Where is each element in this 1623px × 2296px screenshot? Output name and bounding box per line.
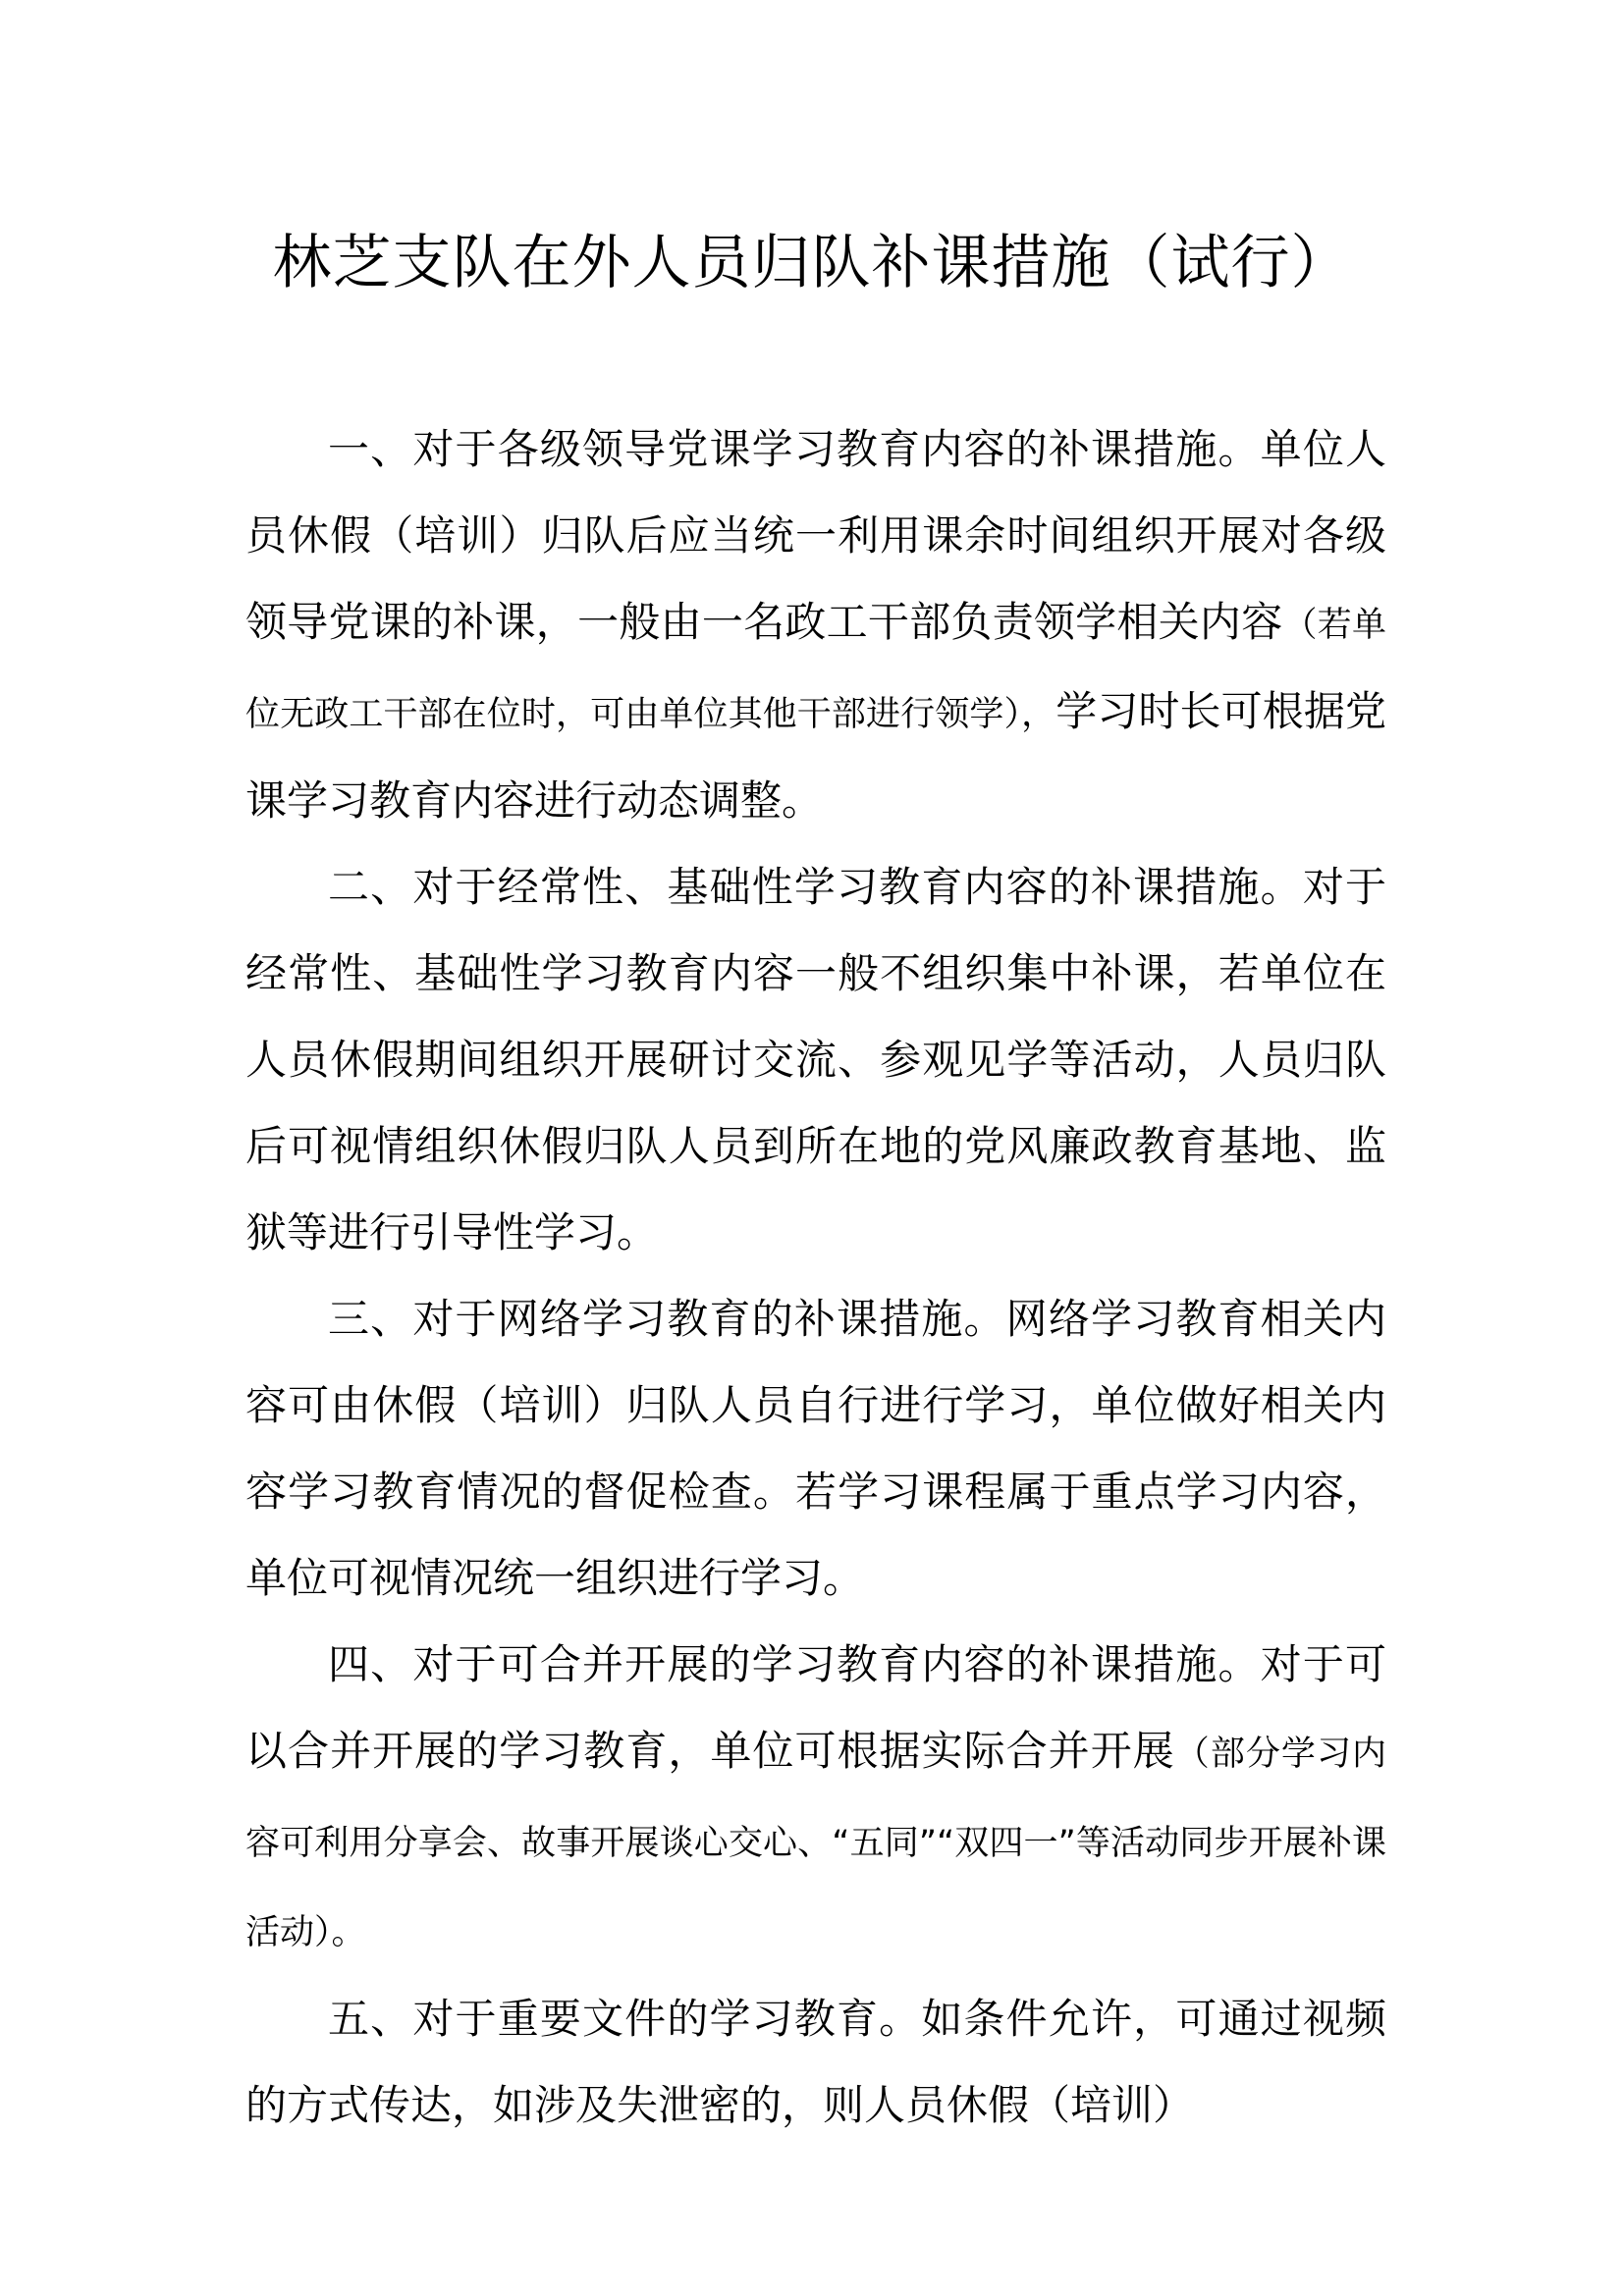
paragraph-1-text: 一、对于各级领导党课学习教育内容的补课措施。单位人员休假（培训）归队后应当统一利用课余时间组织开展对各级领导党课的补课，一般由一名政工干部负责领学相关内容: [245, 425, 1386, 646]
document-body: [245, 406, 1386, 2149]
paragraph-1-note: （若单位无政工干部在位时，可由单位其他干部进行领学），: [245, 606, 1386, 734]
paragraph-4-text: 四、对于可合并开展的学习教育内容的补课措施。对于可以合并开展的学习教育，单位可根据实际合并开展: [245, 1640, 1386, 1775]
paragraph-2: [245, 844, 1386, 1276]
paragraph-4: [245, 1622, 1386, 1976]
paragraph-5: [245, 1976, 1386, 2149]
paragraph-4-note: （部分学习内容可利用分享会、故事开展谈心交心、“五同”“双四一”等活动同步开展补课活动）。: [245, 1735, 1386, 1952]
paragraph-3: [245, 1276, 1386, 1622]
paragraph-5-text: 五、对于重要文件的学习教育。如条件允许，可通过视频的方式传达，如涉及失泄密的，则人员休假（培训）: [245, 1995, 1386, 2129]
document-title: 林芝支队在外人员归队补课措施（试行）: [272, 229, 1351, 297]
paragraph-1-tail: 学习时长可根据党课学习教育内容进行动态调整。: [245, 687, 1386, 825]
paragraph-3-text: 三、对于网络学习教育的补课措施。网络学习教育相关内容可由休假（培训）归队人员自行进行学习，单位做好相关内容学习教育情况的督促检查。若学习课程属于重点学习内容，单位可视情况统一组织进行学习。: [245, 1295, 1386, 1602]
paragraph-1: [245, 406, 1386, 844]
paragraph-2-text: 二、对于经常性、基础性学习教育内容的补课措施。对于经常性、基础性学习教育内容一般不组织集中补课，若单位在人员休假期间组织开展研讨交流、参观见学等活动，人员归队后可视情组织休假归队人员到所在地的党风廉政教育基地、监狱等进行引导性学习。: [245, 863, 1386, 1256]
